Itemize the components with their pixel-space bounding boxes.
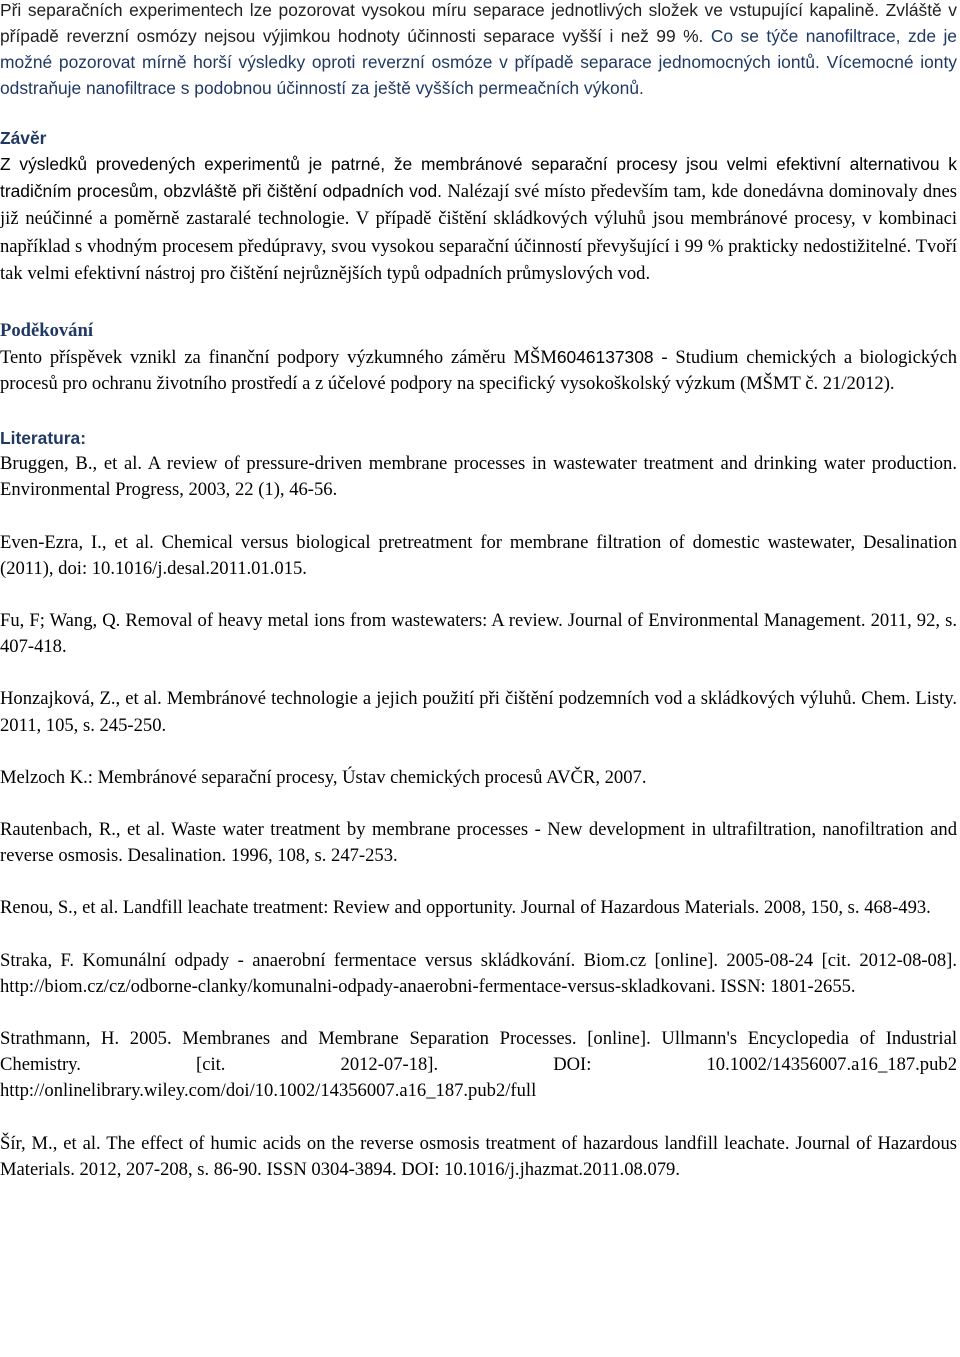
literature-heading: Literatura:	[0, 428, 87, 449]
intro-sentence-2: Zvláště v případě reverzní osmózy nejsou výjimkou hodnoty účinnosti separace vyšší i než 99 %.	[0, 0, 957, 46]
acknowledgement-heading: Poděkování	[0, 319, 93, 341]
reference-item-1: Bruggen, B., et al. A review of pressure-driven membrane processes in wastewater treatment and drinking water production. Environmental Progress, 2003, 22 (1), 46-56.	[0, 453, 957, 501]
reference-item-9: Strathmann, H. 2005. Membranes and Membrane Separation Processes. [online]. Ullmann's Encyclopedia of Industrial Chemistry. [cit. 2012-07-18]. DOI: 10.1002/14356007.a16_187.pub2 http://onlinelibrary.wiley.com/doi/10.1002/14356007.a16_187.pub2/full	[0, 1027, 957, 1102]
reference-item-8: Straka, F. Komunální odpady - anaerobní fermentace versus skládkování. Biom.cz [online]. 2005-08-24 [cit. 2012-08-08]. http://biom.cz/cz/odborne-clanky/komunalni-odpady-anaerobni-fermentace-versus-skladkovani. ISSN: 1801-2655.	[0, 949, 957, 997]
spacer	[0, 504, 957, 530]
acknowledgement-paragraph	[0, 344, 957, 397]
spacer	[0, 922, 957, 948]
intro-paragraph	[0, 0, 957, 101]
conclusion-paragraph	[0, 151, 957, 288]
intro-sentence-1: Při separačních experimentech lze pozorovat vysokou míru separace jednotlivých složek ve vstupující kapalině.	[0, 0, 880, 20]
conclusion-part-2: Nalézají své místo především tam, kde donedávna dominovaly dnes již neúčinné a poměrně zastaralé technologie. V případě čištění skládkových výluhů jsou membránové procesy, v kombinaci například s vhodným procesem předúpravy, svou vysokou separační účinností převyšující i 99 % prakticky nedostižitelné. Tvoří tak velmi efektivní nástroj pro čištění nejrůznějších typů odpadních průmyslových vod.	[0, 180, 957, 284]
reference-item-10: Šír, M., et al. The effect of humic acids on the reverse osmosis treatment of hazardous landfill leachate. Journal of Hazardous Materials. 2012, 207-208, s. 86-90. ISSN 0304-3894. DOI: 10.1016/j.jhazmat.2011.08.079.	[0, 1132, 957, 1180]
reference-item-7: Renou, S., et al. Landfill leachate treatment: Review and opportunity. Journal of Hazardous Materials. 2008, 150, s. 468-493.	[0, 897, 931, 919]
reference-item-6: Rautenbach, R., et al. Waste water treatment by membrane processes - New development in ultrafiltration, nanofiltration and reverse osmosis. Desalination. 1996, 108, s. 247-253.	[0, 818, 957, 867]
intro-sentence-4: Vícemocné ionty odstraňuje nanofiltrace s podobnou účinností za ještě vyšších permeačních výkonů.	[0, 52, 957, 98]
conclusion-part-1: Z výsledků provedených experimentů je patrné, že membránové separační procesy jsou velmi efektivní alternativou k tradičním procesům, obzvláště při čištění odpadních vod.	[0, 154, 957, 201]
spacer	[0, 582, 957, 608]
reference-item-3: Fu, F; Wang, Q. Removal of heavy metal ions from wastewaters: A review. Journal of Environmental Management. 2011, 92, s. 407-418.	[0, 609, 957, 658]
spacer	[0, 101, 957, 127]
spacer	[0, 660, 957, 686]
reference-item-2: Even-Ezra, I., et al. Chemical versus biological pretreatment for membrane filtration of domestic wastewater, Desalination (2011), doi: 10.1016/j.desal.2011.01.015.	[0, 531, 957, 579]
acknowledgement-project-number: 6046137308	[556, 346, 654, 367]
acknowledgement-text-c: - Studium chemických a biologických procesů pro ochranu životního prostředí a z účelové podpory na specifický vysokoškolský výzkum (MŠMT č. 21/2012).	[0, 346, 957, 394]
spacer	[0, 791, 957, 817]
conclusion-heading: Závěr	[0, 128, 47, 148]
intro-sentence-3: Co se týče nanofiltrace, zde je možné pozorovat mírně horší výsledky oproti reverzní osmóze v případě separace jednomocných iontů.	[0, 26, 957, 72]
spacer	[0, 869, 957, 895]
spacer	[0, 288, 957, 314]
reference-item-5: Melzoch K.: Membránové separační procesy, Ústav chemických procesů AVČR, 2007.	[0, 766, 647, 788]
spacer	[0, 739, 957, 765]
spacer	[0, 1105, 957, 1131]
acknowledgement-text-a: Tento příspěvek vznikl za finanční podpory výzkumného záměru MŠM	[0, 346, 557, 368]
spacer	[0, 397, 957, 423]
reference-item-4: Honzajková, Z., et al. Membránové technologie a jejich použití při čištění podzemních vod a skládkových výluhů. Chem. Listy. 2011, 105, s. 245-250.	[0, 688, 957, 736]
spacer	[0, 1000, 957, 1026]
